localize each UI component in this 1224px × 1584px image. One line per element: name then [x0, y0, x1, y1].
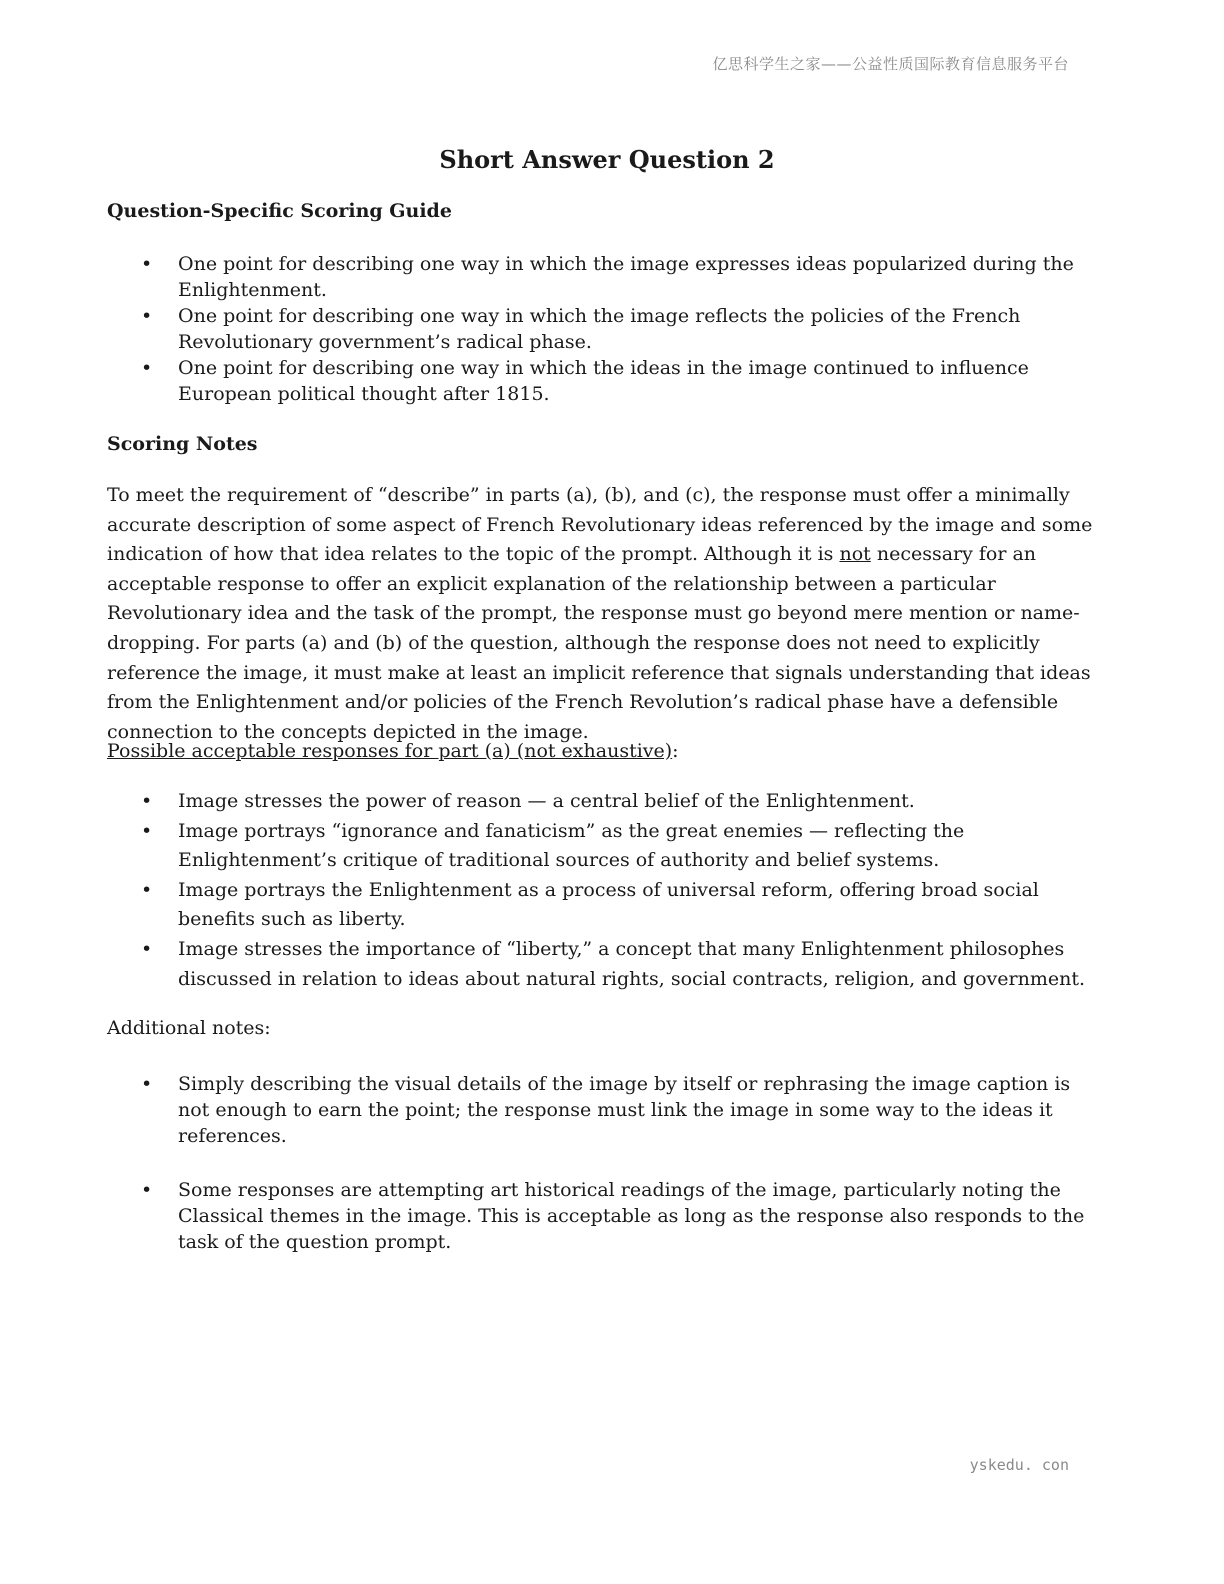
list-item-text: Image portrays “ignorance and fanaticism” as the great enemies — reflecting the Enlightenment’s critique of traditional sources of authority and belief systems. — [178, 819, 965, 872]
paragraph-text: necessary for an acceptable response to offer an explicit explanation of the relationship between a particular Revolutionary idea and the task of the prompt, the response must go beyond mere mention or name-dropping. For parts (a) and (b) of the question, although the response does not need to explicitly reference the image, it must make at least an implicit reference that signals understanding that ideas from the Enlightenment and/or policies of the French Revolution’s radical phase have a defensible connection to the concepts depicted in the image. — [107, 543, 1091, 743]
acceptable-label-suffix: : — [672, 740, 679, 762]
footer-watermark: yskedu. con — [969, 1456, 1069, 1474]
list-item — [107, 303, 1107, 355]
scoring-guide-list — [107, 251, 1107, 407]
acceptable-responses-label — [107, 737, 1107, 767]
list-item — [107, 355, 1107, 407]
acceptable-label-text: Possible acceptable responses for part (a) (not exhaustive) — [107, 740, 673, 762]
list-item — [107, 787, 1107, 817]
bullet-icon: • — [141, 357, 153, 379]
list-item-text: Image stresses the power of reason — a central belief of the Enlightenment. — [178, 790, 915, 812]
list-item-text: One point for describing one way in which the image expresses ideas popularized during the Enlightenment. — [178, 253, 1074, 301]
bullet-icon: • — [141, 1073, 153, 1095]
bullet-icon: • — [141, 305, 153, 327]
list-item-text: Some responses are attempting art historical readings of the image, particularly noting the Classical themes in the image. This is acceptable as long as the response also responds to the task of the question prompt. — [178, 1179, 1085, 1253]
list-item — [107, 935, 1107, 994]
additional-notes-list — [107, 1071, 1107, 1283]
underlined-emphasis: not — [839, 543, 871, 566]
scoring-guide-heading: Question-Specific Scoring Guide — [107, 200, 452, 222]
list-item — [107, 1071, 1107, 1149]
list-item-text: Simply describing the visual details of the image by itself or rephrasing the image caption is not enough to earn the point; the response must link the image in some way to the ideas it references. — [178, 1073, 1071, 1147]
acceptable-responses-list — [107, 787, 1107, 994]
bullet-icon: • — [141, 878, 153, 901]
list-item-text: One point for describing one way in which the image reflects the policies of the French Revolutionary government’s radical phase. — [178, 305, 1021, 353]
paragraph-text: To meet the requirement of “describe” in parts (a), (b), and (c), the response must offer a minimally accurate description of some aspect of French Revolutionary ideas referenced by the image and some indication of how that idea relates to the topic of the prompt. Although it is — [107, 484, 1093, 566]
scoring-notes-paragraph — [107, 481, 1107, 747]
list-item-text: One point for describing one way in which the ideas in the image continued to influence European political thought after 1815. — [178, 357, 1029, 405]
list-item — [107, 817, 1107, 876]
page-title: Short Answer Question 2 — [439, 145, 775, 174]
header-watermark: 亿思科学生之家——公益性质国际教育信息服务平台 — [712, 55, 1069, 73]
bullet-icon: • — [141, 790, 153, 812]
bullet-icon: • — [141, 253, 153, 275]
bullet-icon: • — [141, 937, 153, 960]
list-item — [107, 876, 1107, 935]
additional-notes-label: Additional notes: — [107, 1017, 271, 1039]
scoring-notes-heading: Scoring Notes — [107, 433, 258, 455]
bullet-icon: • — [141, 819, 153, 842]
bullet-icon: • — [141, 1179, 153, 1201]
list-item — [107, 251, 1107, 303]
list-item — [107, 1177, 1107, 1255]
list-item-text: Image stresses the importance of “liberty,” a concept that many Enlightenment philosophes discussed in relation to ideas about natural rights, social contracts, religion, and government. — [178, 937, 1085, 990]
list-item-text: Image portrays the Enlightenment as a process of universal reform, offering broad social benefits such as liberty. — [178, 878, 1039, 931]
